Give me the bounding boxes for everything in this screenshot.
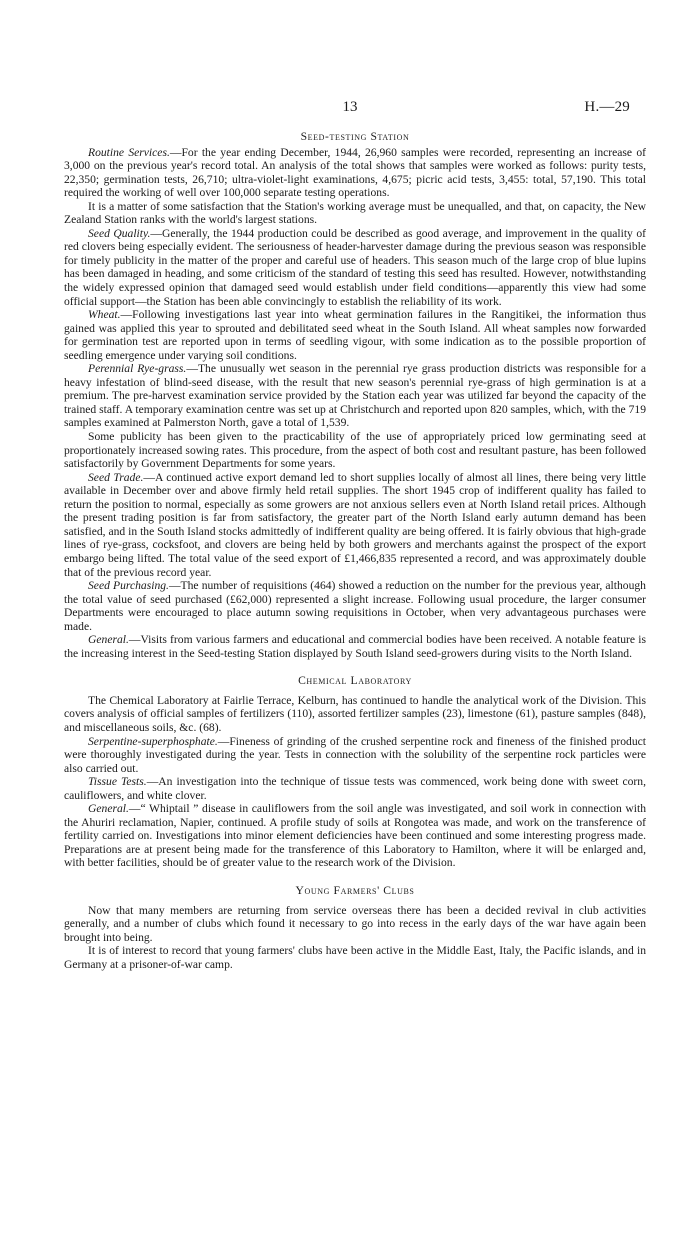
paragraph (64, 904, 646, 945)
paragraph (64, 633, 646, 660)
paragraph-text: Some publicity has been given to the practicability of the use of appropriately priced low germinating seed at proportionately increased sowing rates. This procedure, from the aspect of both cost and resultant pasture, has been followed satisfactorily by Government Departments for some years. (64, 430, 646, 471)
paragraph-text: —Visits from various farmers and educational and commercial bodies have been received. A notable feature is the increasing interest in the Seed-testing Station displayed by South Island seed-growers during visits to the North Island. (64, 633, 646, 660)
section-heading: Seed-testing Station (300, 130, 410, 143)
paragraph (64, 362, 646, 430)
paragraph-lead: Seed Quality. (88, 226, 151, 240)
paragraph-text: —Fineness of grinding of the crushed serpentine rock and fineness of the finished product were thoroughly investigated during the year. Tests in connection with the solubility of the serpentine rock particles were also carried out. (64, 734, 646, 775)
paragraph-lead: Perennial Rye-grass. (88, 362, 187, 376)
section-young-farmers-clubs (64, 884, 646, 971)
section-heading: Chemical Laboratory (298, 674, 412, 688)
paragraph (64, 200, 646, 227)
paragraph (64, 944, 646, 971)
paragraph-lead: General. (88, 633, 129, 647)
paragraph-lead: Serpentine-superphosphate. (88, 734, 218, 748)
paragraph (64, 579, 646, 633)
paragraph (64, 308, 646, 362)
paragraph-text: —For the year ending December, 1944, 26,960 samples were recorded, representing an increase of 3,000 on the previous year's record total. An analysis of the total shows that samples were worked as follows: purity tests, 22,350; germination tests, 26,710; ultra-violet-light examinations, 4,675; picric acid tests, 3,455: total, 57,190. This total required the working of well over 100,000 separate testing operations. (64, 145, 647, 200)
paragraph (64, 227, 646, 308)
paragraph-text: —An investigation into the technique of tissue tests was commenced, work being done with sweet corn, cauliflowers, and white clover. (64, 775, 646, 802)
paragraph-text: —A continued active export demand led to short supplies locally of almost all lines, there being very little available in December over and above firmly held retail supplies. The short 1945 crop of indifferent quality has failed to return the position to normal, especially as some growers are not anxious sellers even at North Island retail prices. Although the present trading position is far from satisfactory, the greater part of the North Island early autumn demand has been satisfied, and in the South Island stocks admittedly of indifferent quality are being offered. It is fairly obvious that high-grade lines of rye-grass, cocksfoot, and clovers are being held by both growers and merchants against the prospect of the export embargo being lifted. The total value of the seed export of £1,466,835 represented a record, and was approximately double that of the previous record year. (64, 470, 646, 579)
document-reference: H.—29 (584, 99, 630, 115)
paragraph-text: It is a matter of some satisfaction that the Station's working average must be unequalled, and that, on capacity, the New Zealand Station ranks with the world's largest stations. (64, 199, 646, 227)
paragraph (64, 735, 646, 776)
paragraph-text: Now that many members are returning from service overseas there has been a decided revival in club activities generally, and a number of clubs which found it necessary to go into recess in the early days of the war have again been brought into being. (64, 903, 646, 944)
paragraph-text: —The unusually wet season in the perennial rye grass production districts was responsible for a heavy infestation of blind-seed disease, with the result that new season's perennial rye-grass of high germination is at a premium. The pre-harvest examination service provided by the Station each year was utilized far beyond the capacity of the trained staff. A temporary examination centre was set up at Christchurch and reported upon 820 samples, which, with the 719 samples examined at Palmerston North, gave a total of 1,539. (64, 362, 646, 430)
paragraph-lead: Seed Trade. (88, 470, 144, 484)
page-number: 13 (342, 99, 358, 115)
section-seed-testing-station (64, 130, 646, 660)
paragraph-lead: Tissue Tests. (88, 775, 147, 789)
paragraph (64, 471, 646, 579)
page-body (64, 130, 646, 971)
paragraph (64, 694, 646, 735)
paragraph (64, 146, 646, 200)
paragraph (64, 430, 646, 471)
paragraph-text: The Chemical Laboratory at Fairlie Terrace, Kelburn, has continued to handle the analytical work of the Division. This covers analysis of official samples of fertilizers (110), assorted fertilizer samples (23), limestone (61), pasture samples (848), and miscellaneous soils, &c. (68). (64, 693, 646, 734)
paragraph-text: —“ Whiptail ” disease in cauliflowers from the soil angle was investigated, and soil work in connection with the Ahuriri reclamation, Napier, continued. A profile study of soils at Rongotea was made, and work on the transference of fertility carried on. Investigations into minor element deficiencies have been continued and some interesting progress made. Preparations are at present being made for the transference of this Laboratory to Hamilton, where it will be enlarged and, with better facilities, should be of greater value to the research work of the Division. (64, 802, 646, 870)
paragraph-text: —Following investigations last year into wheat germination failures in the Rangitikei, the information thus gained was applied this year to sprouted and debilitated seed wheat in the South Island. All wheat samples now forwarded for germination test are reported upon in terms of seedling vigour, with some indication as to the possible proportion of seedling emergence under varying soil conditions. (64, 308, 646, 362)
paragraph (64, 802, 646, 870)
paragraph (64, 775, 646, 802)
paragraph-lead: Routine Services. (88, 145, 170, 159)
paragraph-lead: Seed Purchasing. (88, 579, 169, 593)
paragraph-lead: General. (88, 802, 129, 816)
paragraph-text: —Generally, the 1944 production could be described as good average, and improvement in the quality of red clovers being especially evident. The seriousness of header-harvester damage during the previous season was responsible for timely publicity in the matter of the proper and careful use of headers. This season much of the large crop of blue lupins has been damaged in heading, and some criticism of the standard of testing this seed has resulted. However, notwithstanding the widely expressed opinion that damaged seed would establish under field conditions—apparently this view had some official support—the Station has been able convincingly to establish the reliability of its work. (64, 226, 646, 308)
section-heading: Young Farmers' Clubs (295, 883, 415, 897)
paragraph-text: It is of interest to record that young farmers' clubs have been active in the Middle East, Italy, the Pacific islands, and in Germany at a prisoner-of-war camp. (64, 944, 646, 971)
paragraph-text: —The number of requisitions (464) showed a reduction on the number for the previous year, although the total value of seed purchased (£62,000) represented a slight increase. Following usual procedure, the larger consumer Departments were encouraged to place autumn sowing requisitions in October, when very advantageous purchases were made. (64, 579, 646, 633)
section-chemical-laboratory (64, 674, 646, 870)
paragraph-lead: Wheat. (88, 308, 121, 322)
